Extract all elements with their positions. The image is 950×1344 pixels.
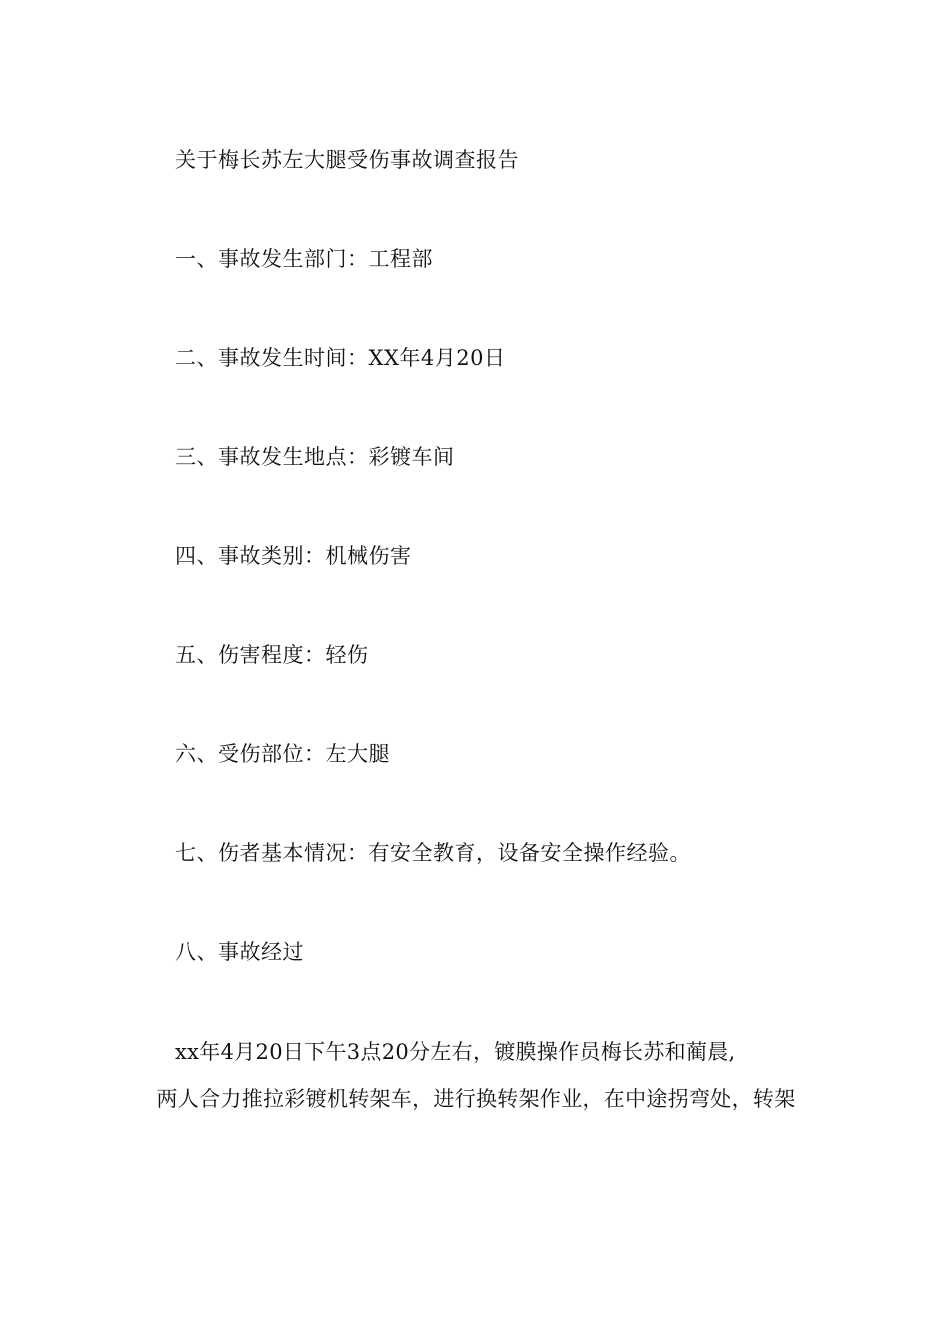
document-title: 关于梅长苏左大腿受伤事故调查报告 [175, 148, 519, 172]
item-severity: 五、伤害程度：轻伤 [175, 643, 369, 667]
item-category: 四、事故类别：机械伤害 [175, 544, 412, 568]
paragraph-line-1: xx年4月20日下午3点20分左右，镀膜操作员梅长苏和蔺晨, [175, 1040, 736, 1064]
item-accident-process: 八、事故经过 [175, 940, 304, 964]
item-injured-info: 七、伤者基本情况：有安全教育，设备安全操作经验。 [175, 841, 691, 865]
item-injury-part: 六、受伤部位：左大腿 [175, 742, 390, 766]
paragraph-line-2: 两人合力推拉彩镀机转架车，进行换转架作业，在中途拐弯处，转架 [156, 1087, 796, 1111]
item-time: 二、事故发生时间：XX年4月20日 [175, 346, 506, 370]
item-location: 三、事故发生地点：彩镀车间 [175, 445, 455, 469]
item-department: 一、事故发生部门：工程部 [175, 247, 433, 271]
